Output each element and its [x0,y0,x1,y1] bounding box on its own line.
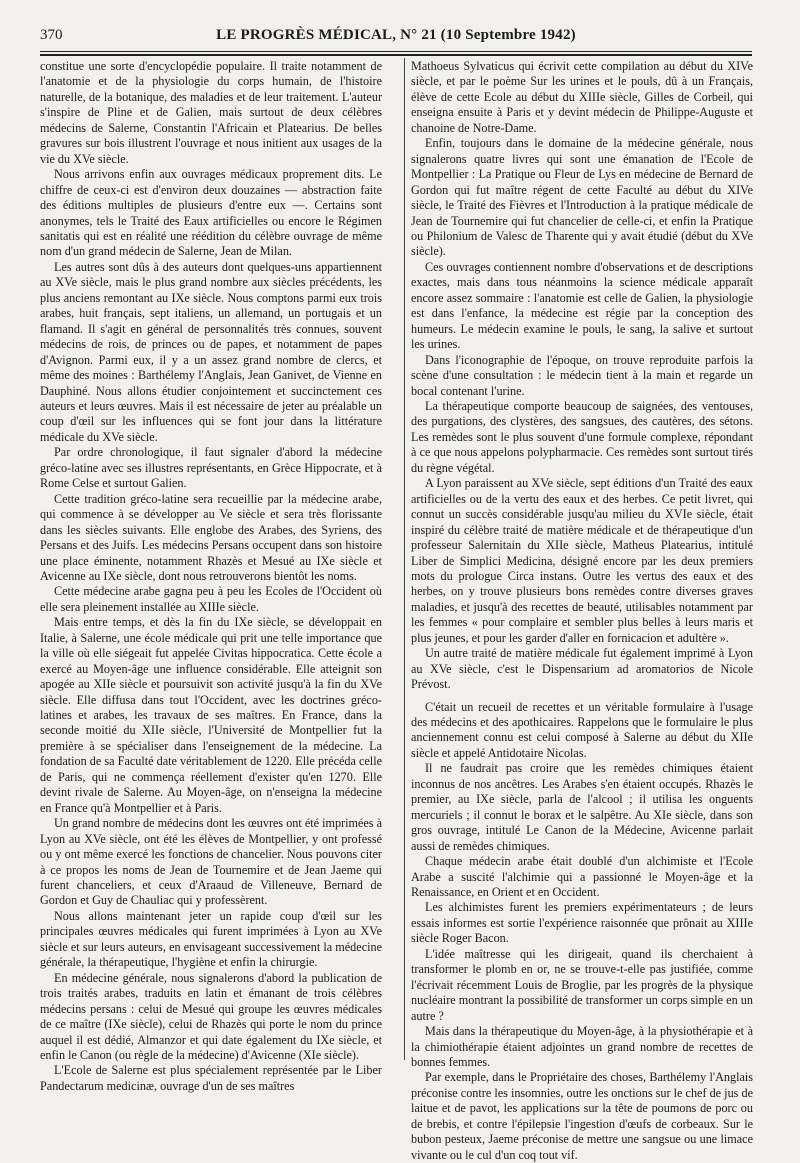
paragraph: Dans l'iconographie de l'époque, on trouve reproduite parfois la scène d'une consultation : le médecin tient à la main et regarde un bocal contenant l'urine. [411,352,753,398]
paragraph: Il ne faudrait pas croire que les remèdes chimiques étaient inconnus de nos ancêtres. Les Arabes s'en étaient occupés. Rhazès le premier, au IXe siècle, parla de l'alcool ; il utilisa les onguents mercuriels ; il connut le borax et le salpêtre. Au XIe siècle, dans son gros ouvrage, intitulé Le Canon de la Médecine, Avicenne parlait aussi de remèdes chimiques. [411,761,753,853]
paragraph: Enfin, toujours dans le domaine de la médecine générale, nous signalerons quatre livres qui sont une émanation de l'Ecole de Montpellier : La Pratique ou Fleur de Lys en médecine de Bernard de Gordon qui fut maître régent de cette Faculté au début du XIVe siècle, le Traité des Fièvres et l'Introduction à la pratique médicale de Jean de Tournemire qui fut chancelier de celle-ci, et enfin la Pratique ou Philonium de Valesc de Tharente qui y avait étudié (début du XVe siècle). [411,136,753,259]
paragraph: constitue une sorte d'encyclopédie populaire. Il traite notamment de l'anatomie et de la physiologie du corps humain, de l'histoire naturelle, de la botanique, des maladies et de leur traitement. L'auteur s'inspire de Pline et de Galien, mais surtout de deux célèbres médecins de Salerne, Constantin l'Africain et Platearius. De belles gravures sur bois illustrent l'ouvrage et nous initient aux usages de la vie du XVe siècle. [40,59,382,166]
paragraph: C'était un recueil de recettes et un véritable formulaire à l'usage des médecins et des apothicaires. Rappelons que le formulaire le plus anciennement connu est celui composé à Salerne au début du XIIe siècle et appelé Antidotaire Nicolas. [411,699,753,760]
paragraph: Par exemple, dans le Propriétaire des choses, Barthélemy l'Anglais préconise contre les insomnies, outre les onctions sur le chef de jus de laitue et de pavot, les applications sur la tête de poumons de porc ou de brebis, et contre l'épilepsie l'ingestion d'œufs de corbeaux. Sur le bubon pesteux, Jaeme préconise de mettre une sangsue ou une limace vivante ou le cul d'un coq tout vif. [411,1070,753,1162]
running-header [40,24,752,48]
left-column [40,59,382,1094]
journal-title: LE PROGRÈS MÉDICAL, N° 21 (10 Septembre 1942) [216,27,576,43]
paragraph: Un grand nombre de médecins dont les œuvres ont été imprimées à Lyon au XVe siècle, ont été les élèves de Montpellier, y ont professé ou y ont même exercé les fonctions de chancelier. Nous pouvons citer à ce propos les noms de Jean de Tournemire et de Jean Jaeme qui furent chanceliers, et ceux d'Araaud de Villeneuve, Bernard de Gordon et Guy de Chauliac qui y professèrent. [40,816,382,908]
paragraph: Un autre traité de matière médicale fut également imprimé à Lyon au XVe siècle, c'est le Dispensarium ad aromatorios de Nicole Prévost. [411,646,753,692]
header-rule [40,51,752,52]
paragraph: A Lyon paraissent au XVe siècle, sept éditions d'un Traité des eaux artificielles ou de la vertu des eaux et des herbes. Ce petit livret, qui connut un succès considérable jusqu'au milieu du XVIe siècle, était inspiré du célèbre traité de matière médicale et de thérapeutique d'un professeur Salernitain du XIIe siècle, Matheus Platearius, intitulé Liber de Simplici Medicina, désigné encore par les deux premiers mots du prologue Circa instans. Outre les vertus des eaux et des herbes, on y trouve plusieurs bons remèdes contre diverses graves maladies, et jusqu'à des recettes de beauté, utilisables notamment par les femmes « pour complaire et sembler plus belles à leurs maris et plus jeunes, et pour les garder d'aller en fornicacion et adultère ». [411,476,753,645]
paragraph: Les alchimistes furent les premiers expérimentateurs ; de leurs essais informes est sortie l'expérience raisonnée que prônait au XIIIe siècle Roger Bacon. [411,900,753,946]
paragraph: Ces ouvrages contiennent nombre d'observations et de descriptions exactes, mais dans tous néanmoins la science médicale apparaît encore assez sommaire : l'anatomie est celle de Galien, la physiologie est dans l'enfance, la médecine est régie par la conception des humeurs. Le médecin examine le pouls, le sang, la salive et surtout les urines. [411,259,753,352]
paragraph: L'idée maîtresse qui les dirigeait, quand ils cherchaient à transformer le plomb en or, ne se trouve-t-elle pas justifiée, comme l'écrivait récemment Louis de Broglie, par les progrès de la physique nucléaire montrant la possibilité de transformer un corps simple en un autre ? [411,946,753,1023]
paragraph: Mais dans la thérapeutique du Moyen-âge, à la physiothérapie et à la chimiothérapie étaient adjointes un grand nombre de recettes de bonnes femmes. [411,1024,753,1069]
paragraph: Par ordre chronologique, il faut signaler d'abord la médecine gréco-latine avec ses illustres représentants, en Grèce Hippocrate, et à Rome Celse et surtout Galien. [40,445,382,491]
right-column [411,59,753,1163]
header-rule-thick [40,54,752,56]
paragraph: L'Ecole de Salerne est plus spécialement représentée par le Liber Pandectarum medicinæ, ouvrage d'un de ses maîtres [40,1063,382,1093]
paragraph: Nous arrivons enfin aux ouvrages médicaux proprement dits. Le chiffre de ceux-ci est d'environ deux douzaines — abstraction faite des éditions multiples de plusieurs d'entre eux —. Certains sont anonymes, tels le Traité des Eaux artificielles ou encore le Régimen sanitatis qui est en réalité une réédition du célèbre ouvrage de même nom d'un grand médecin de Salerne, Jean de Milan. [40,167,382,259]
paragraph: Nous allons maintenant jeter un rapide coup d'œil sur les principales œuvres médicales qui furent imprimées à Lyon au XVe siècle et sur leurs auteurs, en envisageant successivement la médecine générale, la thérapeutique, l'hygiène et enfin la chirurgie. [40,908,382,970]
page-number: 370 [40,27,63,43]
paragraph: Cette tradition gréco-latine sera recueillie par la médecine arabe, qui commence à se développer au Ve siècle et sera très florissante dans les siècles suivants. Elle englobe des Arabes, des Syriens, des Persans et des Juifs. Les médecins Persans occupent dans son histoire une place éminente, notamment Rhazès et Mesué au IXe siècle et Avicenne au IXe siècle, dont nous retrouverons bientôt les noms. [40,491,382,583]
paragraph: Chaque médecin arabe était doublé d'un alchimiste et l'Ecole Arabe a suscité l'alchimie qui a passionné le Moyen-âge et la Renaissance, en Orient et en Occident. [411,854,753,900]
paragraph: Cette médecine arabe gagna peu à peu les Ecoles de l'Occident où elle sera pleinement installée au XIIIe siècle. [40,584,382,614]
paragraph: Les autres sont dûs à des auteurs dont quelques-uns appartiennent au XVe siècle, mais le plus grand nombre aux siècles précédents, les plus anciens remontant au IXe siècle. Nous comptons parmi eux trois arabes, huit français, sept italiens, un allemand, un portugais et un flamand. Il s'agit en général de personnalités très connues, souvent médecins de rois, de princes ou de papes, et notamment de papes d'Avignon. Parmi eux, il y a un assez grand nombre de clercs, et même des moines : Barthélemy l'Anglais, Jean Ganivet, de Vienne en Dauphiné. Nous allons étudier conjointement et succinctement ces auteurs et leurs œuvres. Mais il est nécessaire de jeter au préalable un coup d'œil sur les influences qui se font jour dans la littérature médicale du XVe siècle. [40,259,382,444]
column-divider [404,58,405,1060]
paragraph: Mathoeus Sylvaticus qui écrivit cette compilation au début du XIVe siècle, et par le poème Sur les urines et le pouls, dû à un Français, élève de cette Ecole au début du XIIIe siècle, Gilles de Corbeil, qui enseigna ensuite à Paris et y devint médecin de Philippe-Auguste et chanoine de Notre-Dame. [411,59,753,135]
paragraph: En médecine générale, nous signalerons d'abord la publication de trois traités arabes, traduits en latin et émanant de trois célèbres médecins persans : celui de Mesué qui groupe les œuvres médicales de ce maître (IXe siècle), celui de Rhazès qui porte le nom du prince auquel il est dédié, Almanzor et qui date également du IXe siècle, et enfin le Canon (ou règle de la médecine) d'Avicenne (XIe siècle). [40,970,382,1062]
paragraph: Mais entre temps, et dès la fin du IXe siècle, se développait en Italie, à Salerne, une école médicale qui prit une telle importance que la ville où elle siégeait fut appelée Civitas hippocratica. Cette école a exercé au Moyen-âge une influence considérable. Elle atteignit son apogée au XIIe siècle et poursuivit son activité jusqu'à la fin du XVe siècle. Elle diffusa dans tout l'Occident, avec les doctrines gréco-latines et arabes, les travaux de ses maîtres. En France, dans la seconde moitié du XIIe siècle, l'Université de Montpellier fut la première à se spécialiser dans l'enseignement de la médecine. La fondation de sa Faculté date véritablement de 1220. Elle précéda celle de Paris, qui ne commença réellement d'exister qu'en 1270. Elle devint rivale de Salerne. Au Moyen-âge, on n'enseigna la médecine en France qu'à Montpellier et à Paris. [40,615,382,815]
paragraph: La thérapeutique comporte beaucoup de saignées, des ventouses, des purgations, des clystères, des sangsues, des cautères, des sétons. Les remèdes sont le plus souvent d'une formule complexe, répondant à ce que nous appelons polypharmacie. Ces remèdes sont surtout tirés du règne végétal. [411,398,753,475]
